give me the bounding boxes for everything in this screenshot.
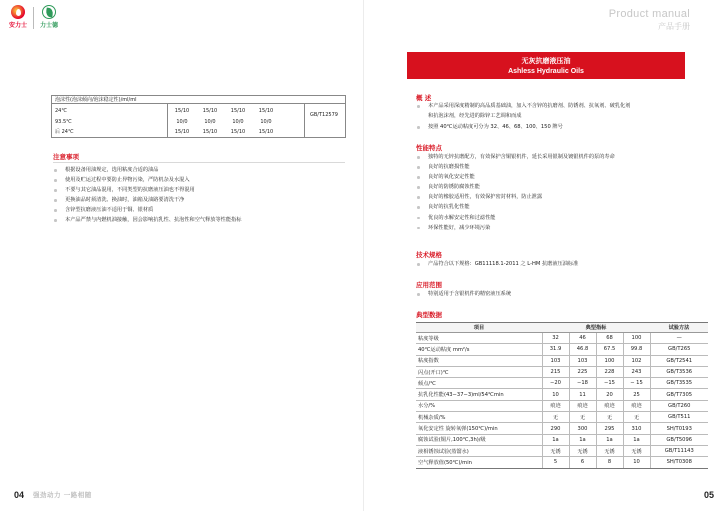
foam-row	[52, 127, 345, 137]
manual-title-cn: 产品手册	[658, 22, 690, 31]
table-cell: 1a	[569, 434, 596, 445]
table-row	[416, 378, 708, 389]
row-name: 腐蚀试验(铜片,100℃,3h)/级	[416, 434, 542, 445]
list-item: 良好的氧化安定性能	[416, 172, 615, 182]
table-cell: − 15	[623, 378, 650, 389]
table-row	[416, 333, 708, 344]
typical-table-body	[416, 333, 708, 469]
right-page	[364, 0, 728, 511]
row-name: 粘度等级	[416, 333, 542, 344]
application-list	[416, 289, 511, 299]
table-cell: 100	[623, 333, 650, 344]
table-cell: 10	[542, 389, 569, 400]
table-cell: 295	[596, 423, 623, 434]
list-item: 良好的抗磨损性能	[416, 162, 615, 172]
logo-divider	[33, 7, 34, 29]
row-method: GB/T265	[650, 344, 708, 355]
foam-cell: 15/10	[202, 129, 218, 135]
foam-row-label: 24℃	[55, 108, 67, 114]
header-typical: 典型指标	[542, 323, 650, 333]
overview-list	[416, 101, 630, 111]
table-row	[416, 400, 708, 411]
table-cell: −18	[569, 378, 596, 389]
table-cell: 32	[542, 333, 569, 344]
table-cell: 25	[623, 389, 650, 400]
table-cell: 20	[596, 389, 623, 400]
flame-logo-icon	[11, 5, 25, 19]
list-item: 按照 40℃运动粘度可分为 32、46、68、100、150 牌号	[416, 122, 563, 132]
list-item: 本产品严禁与内燃机油接触，因会影响抗乳性、抗泡性和空气释放等性能指标	[53, 215, 241, 225]
table-cell: 1a	[542, 434, 569, 445]
table-row	[416, 423, 708, 434]
table-row	[416, 366, 708, 377]
table-cell: 无锈	[569, 445, 596, 456]
brand-logos	[6, 5, 61, 29]
list-item: 产品符合以下规格：GB11118.1-2011 之 L-HM 抗磨液压油标准	[416, 259, 578, 269]
row-method: GB/T7305	[650, 389, 708, 400]
list-item: 良好的防锈防腐蚀性能	[416, 182, 615, 192]
brand-logo-2	[37, 5, 61, 29]
manual-header	[609, 8, 690, 32]
row-method: GB/T511	[650, 412, 708, 423]
row-method: SH/T0193	[650, 423, 708, 434]
row-name: 倾点/℃	[416, 378, 542, 389]
list-item: 含锌型抗磨液压油不适用于铜、银材质	[53, 205, 241, 215]
features-title: 性能特点	[416, 144, 442, 152]
table-row	[416, 434, 708, 445]
row-method: GB/T2541	[650, 355, 708, 366]
list-item: 本产品采用深度精制的高品质基础油，加入不含锌的抗磨剂、防锈剂、抗氧剂、破乳化剂	[416, 101, 630, 111]
table-row	[416, 355, 708, 366]
spec-list	[416, 259, 578, 269]
row-name: 粘度指数	[416, 355, 542, 366]
table-cell: 31.9	[542, 344, 569, 355]
row-method: GB/T3535	[650, 378, 708, 389]
table-cell: 103	[569, 355, 596, 366]
table-cell: 痕迹	[542, 400, 569, 411]
table-row	[416, 445, 708, 456]
overview-list-2	[416, 122, 563, 132]
foam-cell: 10/0	[204, 119, 216, 125]
row-name: 液相锈蚀试验(蒸馏水)	[416, 445, 542, 456]
manual-title-en: Product manual	[608, 8, 690, 20]
table-cell: 68	[596, 333, 623, 344]
row-method: —	[650, 333, 708, 344]
table-cell: 243	[623, 366, 650, 377]
leaf-logo-icon	[42, 5, 56, 19]
table-cell: 46	[569, 333, 596, 344]
table-cell: 290	[542, 423, 569, 434]
table-cell: 痕迹	[623, 400, 650, 411]
foam-cell: 10/0	[176, 119, 188, 125]
list-item: 良好的抗乳化性能	[416, 202, 615, 212]
foam-cell: 15/10	[258, 108, 274, 114]
table-cell: 5	[542, 457, 569, 468]
overview-title: 概 述	[416, 94, 432, 102]
table-cell: 1a	[596, 434, 623, 445]
foam-cell: 10/0	[232, 119, 244, 125]
table-cell: 102	[623, 355, 650, 366]
table-row	[416, 344, 708, 355]
header-method: 试验方法	[650, 323, 708, 333]
table-cell: 痕迹	[569, 400, 596, 411]
brand-logo-1	[6, 5, 30, 29]
notes-title: 注意事项	[53, 153, 79, 161]
row-method: GB/T11143	[650, 445, 708, 456]
table-cell: 无锈	[623, 445, 650, 456]
foam-table-header: 泡沫性(泡沫倾向/泡沫稳定性)/ml/ml	[52, 96, 345, 104]
table-cell: 99.8	[623, 344, 650, 355]
row-name: 空气释放值(50℃)/min	[416, 457, 542, 468]
product-title-cn: 无灰抗磨液压油	[521, 57, 571, 65]
list-item: 环保性能好，减少环境污染	[416, 223, 615, 233]
list-item: 良好的橡胶适用性，有效保护密封材料，防止泄露	[416, 192, 615, 202]
right-page-number: 05	[703, 490, 714, 500]
table-row	[416, 412, 708, 423]
row-name: 抗乳化性能(43−37−3)ml/54℃min	[416, 389, 542, 400]
row-name: 机械杂质/%	[416, 412, 542, 423]
table-row	[416, 457, 708, 468]
list-item: 根据设备用油规定，选用粘度合适的油品	[53, 165, 241, 175]
foam-table	[51, 95, 346, 138]
product-title-en: Ashless Hydraulic Oils	[508, 68, 584, 75]
application-title: 应用范围	[416, 281, 442, 289]
table-cell: 11	[569, 389, 596, 400]
table-header-row	[416, 323, 708, 333]
table-cell: 103	[542, 355, 569, 366]
row-method: GB/T260	[650, 400, 708, 411]
notes-rule	[53, 162, 345, 163]
table-cell: 1a	[623, 434, 650, 445]
table-cell: 228	[596, 366, 623, 377]
table-cell: 6	[569, 457, 596, 468]
foam-cell: 10/0	[260, 119, 272, 125]
table-cell: −15	[596, 378, 623, 389]
product-banner	[407, 52, 685, 79]
row-name: 水分/%	[416, 400, 542, 411]
table-cell: 300	[569, 423, 596, 434]
list-item: 使用及贮运过程中要防止异物污染，严防机杂及水混入	[53, 175, 241, 185]
table-cell: 无锈	[542, 445, 569, 456]
table-cell: 无	[623, 412, 650, 423]
table-cell: 无	[542, 412, 569, 423]
brand-logo-1-text: 安力士	[8, 22, 27, 29]
table-cell: 67.5	[596, 344, 623, 355]
foam-row	[52, 117, 345, 127]
foam-row-label: 93.5℃	[55, 119, 72, 125]
table-cell: 无锈	[596, 445, 623, 456]
table-cell: 无	[596, 412, 623, 423]
table-cell: 215	[542, 366, 569, 377]
header-item: 项目	[416, 323, 542, 333]
left-page-number: 04	[14, 490, 25, 500]
table-cell: −20	[542, 378, 569, 389]
features-list	[416, 152, 615, 233]
row-method: SH/T0308	[650, 457, 708, 468]
table-cell: 46.8	[569, 344, 596, 355]
list-item: 更换油品时须清洗、换油时，油箱及油路要清洗干净	[53, 195, 241, 205]
foam-standard: GB/T12579	[310, 112, 338, 118]
table-cell: 310	[623, 423, 650, 434]
row-name: 40℃运动粘度 mm²/s	[416, 344, 542, 355]
footer-slogan: 强劲动力 一路相随	[33, 491, 92, 499]
table-cell: 8	[596, 457, 623, 468]
foam-cell: 15/10	[174, 129, 190, 135]
brand-logo-2-text: 力士德	[39, 22, 58, 29]
foam-row-label: 后 24℃	[55, 129, 74, 135]
table-cell: 痕迹	[596, 400, 623, 411]
overview-item-continued: 和抗泡沫剂，经先进的除锌工艺调和而成	[428, 113, 522, 119]
typical-data-table	[416, 322, 708, 469]
table-row	[416, 389, 708, 400]
foam-cell: 15/10	[230, 108, 246, 114]
foam-cell: 15/10	[174, 108, 190, 114]
typical-title: 典型数据	[416, 311, 442, 319]
table-cell: 100	[596, 355, 623, 366]
table-cell: 225	[569, 366, 596, 377]
row-method: GB/T3536	[650, 366, 708, 377]
table-cell: 10	[623, 457, 650, 468]
foam-row	[52, 106, 345, 116]
foam-cell: 15/10	[258, 129, 274, 135]
list-item: 特别适用于含银机件的精密液压系统	[416, 289, 511, 299]
list-item: 独特的无锌抗磨配方，有效保护含铜银机件，延长采用银制及镀银机件的泵的寿命	[416, 152, 615, 162]
foam-cell: 15/10	[230, 129, 246, 135]
row-name: 氧化安定性 旋转氧弹(150℃)/min	[416, 423, 542, 434]
foam-cell: 15/10	[202, 108, 218, 114]
spec-title: 技术规格	[416, 251, 442, 259]
list-item: 不要与其它油品混用，不同类型的抗磨液压油也不得混用	[53, 185, 241, 195]
table-cell: 无	[569, 412, 596, 423]
list-item: 优良的水解安定性和过滤性能	[416, 213, 615, 223]
row-method: GB/T5096	[650, 434, 708, 445]
notes-list	[53, 165, 241, 226]
row-name: 闪点(开口)℃	[416, 366, 542, 377]
